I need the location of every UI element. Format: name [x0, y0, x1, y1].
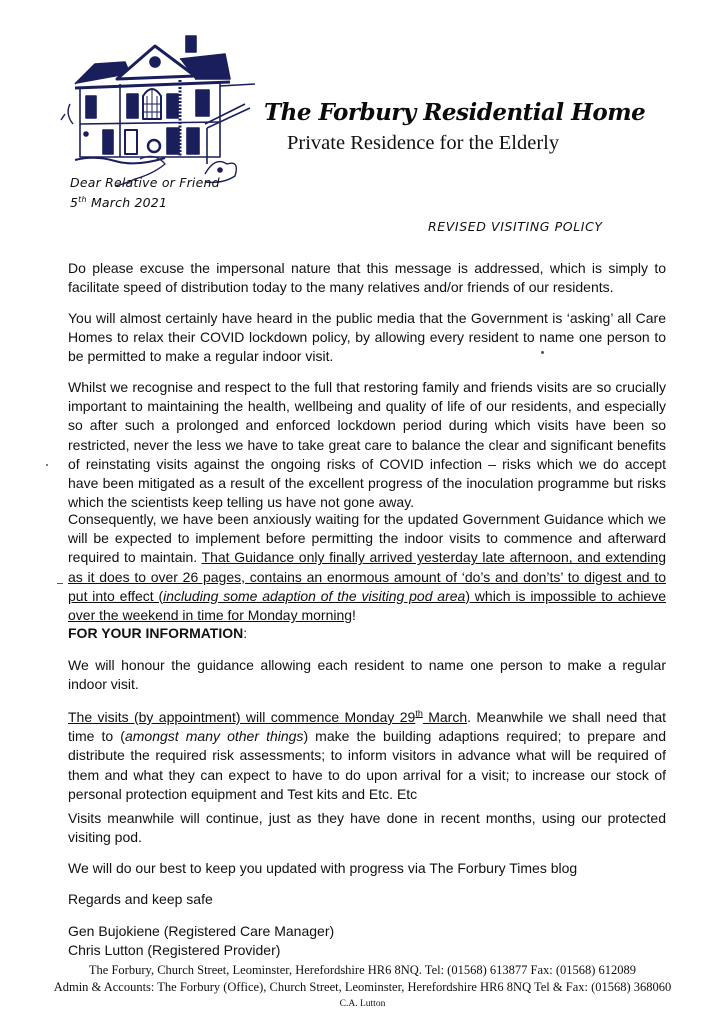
- info-heading: [68, 624, 666, 643]
- underlined-text: That Guidance only finally arrived yesterday late afternoon, and extending as it does to over 26 pages, contains an enormous amount of ‘do’s and don’ts’ to digest and to put into effect (: [68, 549, 666, 604]
- paragraph-pod: [68, 809, 666, 847]
- paragraph-text: Do please excuse the impersonal nature that this message is addressed, which is simply to facilitate speed of distribution today to the many relatives and/or friends of our residents.: [68, 260, 666, 296]
- paragraph-text: Visits meanwhile will continue, just as they have done in recent months, using our protected visiting pod.: [68, 810, 666, 846]
- paragraph-text: Regards and keep safe: [68, 891, 213, 907]
- text-span: . Meanwhile we shall need that time to (: [68, 709, 667, 745]
- paragraph-text: [68, 510, 666, 625]
- text-span: Consequently, we have been anxiously waiting for the updated Government Guidance which we will be expected to implement before permitting the indoor visits to commence and afterward required to maintain.: [68, 511, 666, 566]
- paragraph-text: Whilst we recognise and respect to the full that restoring family and friends visits are so crucially important to maintaining the health, wellbeing and quality of life of our residents, and especially so after such a prolonged and enforced lockdown period during which visits have been so restricted, never the less we have to take great care to balance the clear and significant benefits of reinstating visits against the ongoing risks of COVID infection – risks which we do accept have been mitigated as a result of the excellent progress of the inoculation programme but risks which the scientists keep telling us have not gone away.: [68, 379, 666, 511]
- paragraph-blog: [68, 859, 666, 878]
- signatory: Gen Bujokiene (Registered Care Manager): [68, 923, 335, 939]
- house-illustration-icon: [55, 24, 260, 189]
- signatories: [68, 922, 666, 960]
- paragraph-intro: [68, 259, 666, 297]
- letterhead-subtitle: Private Residence for the Elderly: [287, 132, 560, 154]
- paragraph-guidance: [68, 510, 666, 625]
- signatory: Chris Lutton (Registered Provider): [68, 942, 281, 959]
- paragraph-recognise: [68, 378, 666, 512]
- underlined-text: March: [422, 709, 468, 725]
- salutation: Dear Relative or Friend: [70, 175, 220, 190]
- paragraph-regards: [68, 890, 666, 909]
- date-day: 5: [70, 195, 79, 210]
- footer-admin: Admin & Accounts: The Forbury (Office), Church Street, Leominster, Herefordshire HR6 8NQ Tel & Fax: (01568) 368060: [53, 980, 672, 994]
- date-suffix: th: [78, 194, 87, 204]
- scan-speck: [57, 583, 63, 584]
- paragraph-text: [68, 708, 666, 804]
- letter-date: [70, 195, 167, 210]
- heading-colon: :: [243, 625, 248, 641]
- scan-speck: [46, 464, 48, 466]
- subject-heading: REVISED VISITING POLICY: [428, 219, 603, 234]
- paragraph-text: We will do our best to keep you updated with progress via The Forbury Times blog: [68, 860, 578, 876]
- text-span: !: [352, 607, 356, 624]
- underlined-text: ) which is impossible to achieve over the weekend in time for Monday morning: [68, 587, 667, 624]
- underlined-sup: th: [415, 708, 423, 719]
- paragraph-government: [68, 309, 666, 367]
- text-span: ) make the building adaptions required; to prepare and distribute the required risk assessments; to inform visitors in advance what will be required of them and what they can expect to have to do upon arrival for a visit; to increase our stock of personal protection equipment and Test kits and Etc. Etc: [68, 728, 667, 802]
- underlined-text: The visits (by appointment) will commence Monday 29: [68, 709, 416, 725]
- paragraph-honour: [68, 656, 666, 694]
- letterhead-title: The Forbury Residential Home: [264, 99, 646, 126]
- heading-text: FOR YOUR INFORMATION: [68, 625, 244, 641]
- footer-address: The Forbury, Church Street, Leominster, Herefordshire HR6 8NQ. Tel: (01568) 613877 Fax: (01568) 612089: [88, 963, 637, 977]
- paragraph-text: You will almost certainly have heard in the public media that the Government is ‘asking’ all Care Homes to relax their COVID lockdown policy, by allowing every resident to name one person to be permitted to make a regular indoor visit.: [68, 310, 666, 365]
- underlined-italic-text: including some adaption of the visiting pod area: [163, 587, 466, 604]
- italic-text: amongst many other things: [124, 728, 304, 745]
- footer-signature: C.A. Lutton: [339, 999, 386, 1009]
- date-rest: March 2021: [86, 195, 168, 210]
- paragraph-commence: [68, 708, 666, 804]
- paragraph-text: We will honour the guidance allowing each resident to name one person to make a regular indoor visit.: [68, 657, 666, 693]
- scan-speck: [541, 351, 544, 354]
